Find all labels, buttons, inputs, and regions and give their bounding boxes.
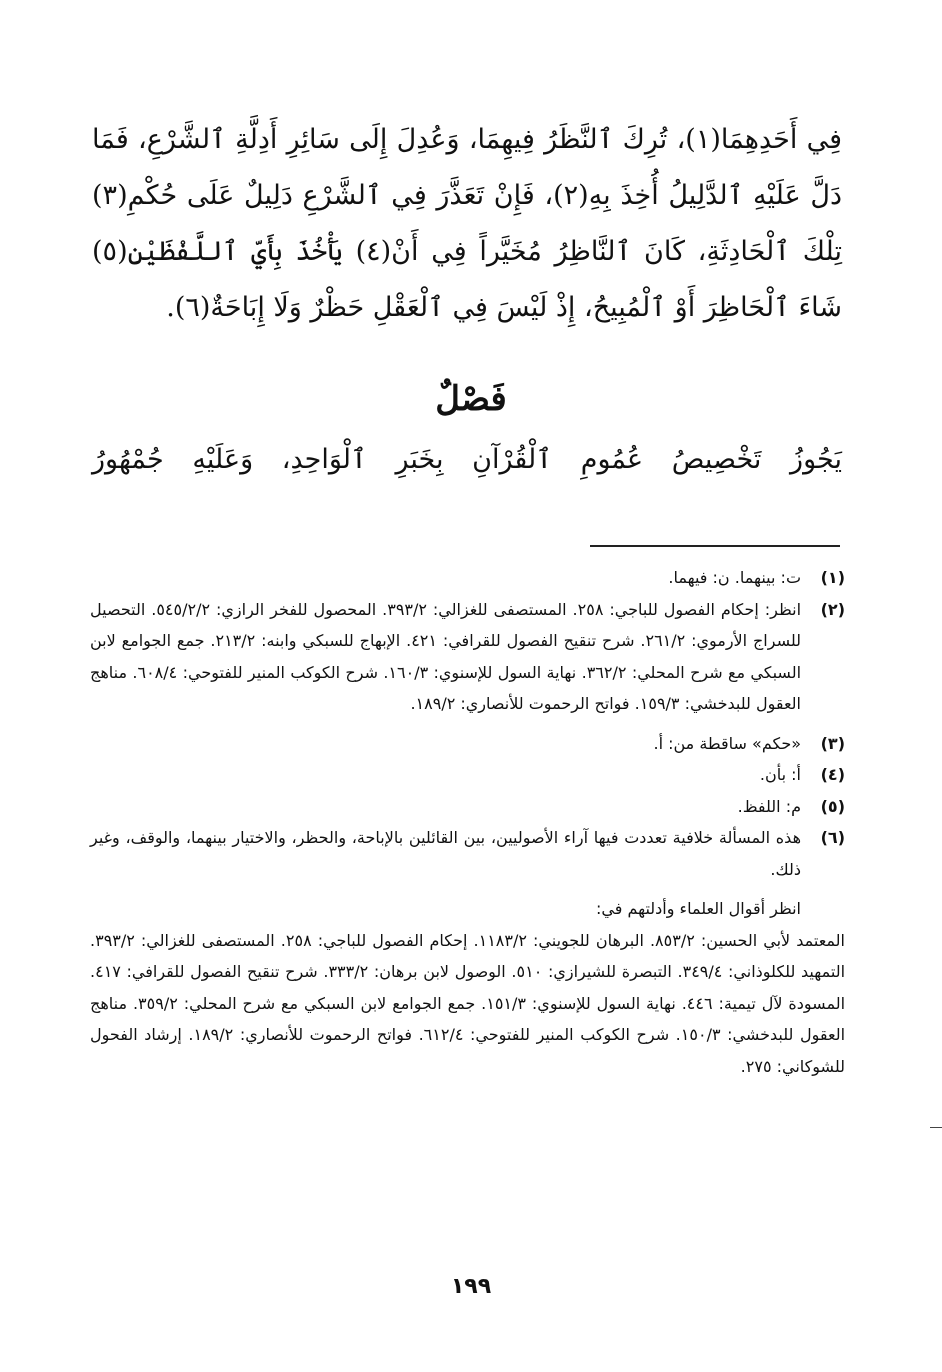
footnote-text: م: اللفظ. bbox=[737, 796, 801, 816]
footnote-text: انظر: إحكام الفصول للباجي: ٢٥٨. المستصفى للغزالي: ٣٩٣/٢. المحصول للفخر الرازي: ٥٤٥/٢/٢. التحصيل للسراج الأرموي: ٢٦١/٢. شرح تنقيح الفصول للقرافي: ٤٢١. الإبهاج للسبكي وابنه: ٢١٣/٢. جمع الجوامع لابن السبكي مع شرح المحلي: ٣٦٢/٢. نهاية السول للإسنوي: ١٦٠/٣. شرح الكوكب المنير للفتوحي: ٦٠٨/٤. مناهج العقول للبدخشي: ١٥٩/٣. فواتح الرحموت للأنصاري: ١٨٩/٢. bbox=[90, 599, 802, 713]
main-text-paragraph: فِي أَحَدِهِمَا(١)، تُرِكَ ٱلنَّظَرُ فِيهِمَا، وَعُدِلَ إِلَى سَائِرِ أَدِلَّةِ ٱلشَّرْعِ، فَمَا دَلَّ عَلَيْهِ ٱلدَّلِيلُ أُخِذَ بِهِ(٢)، فَإِنْ تَعَذَّرَ فِي ٱلشَّرْعِ دَلِيلٌ عَلَى حُكْمِ(٣) تِلْكَ ٱلْحَادِثَةِ، كَانَ ٱلنَّاظِرُ مُخَيَّراً فِي أَنْ(٤) يَأْخُذَ بِأَيِّ ٱللَّفْظَيْنِ(٥) شَاءَ ٱلْحَاظِرَ أَوْ ٱلْمُبِيحُ، إِذْ لَيْسَ فِي ٱلْعَقْلِ حَظْرٌ وَلَا إِبَاحَةٌ(٦). bbox=[92, 124, 843, 323]
margin-mark bbox=[930, 1127, 942, 1128]
footnote-5 bbox=[90, 791, 845, 823]
footnote-4 bbox=[90, 759, 845, 791]
footnote-gap bbox=[90, 885, 801, 893]
footnote-number: (٥) bbox=[820, 796, 845, 816]
footnote-text: «حكم» ساقطة من: أ. bbox=[653, 733, 801, 753]
footnote-6 bbox=[90, 822, 845, 925]
footnote-number: (١) bbox=[820, 568, 845, 587]
footnote-number: (٦) bbox=[820, 828, 845, 847]
footnote-number: (٣) bbox=[820, 733, 845, 753]
footnote-text: ت: بينهما. ن: فيهما. bbox=[668, 568, 801, 587]
footnote-2 bbox=[90, 594, 845, 720]
section-heading: فَصْلٌ bbox=[435, 379, 507, 419]
footnote-1 bbox=[90, 562, 845, 594]
footnote-references-intro: انظر أقوال العلماء وأدلتهم في: bbox=[595, 899, 801, 918]
footnote-text: أ: بأن. bbox=[759, 765, 801, 784]
footnote-references: المعتمد لأبي الحسين: ٨٥٣/٢. البرهان للجويني: ١١٨٣/٢. إحكام الفصول للباجي: ٢٥٨. المستصفى للغزالي: ٣٩٣/٢. التمهيد للكلوذاني: ٣٤٩/٤. التبصرة للشيرازي: ٥١٠. الوصول لابن برهان: ٣٣٣/٢. شرح تنقيح الفصول للقرافي: ٤١٧. المسودة لآل تيمية: ٤٤٦. نهاية السول للإسنوي: ١٥١/٣. جمع الجوامع لابن السبكي مع شرح المحلي: ٣٥٩/٢. مناهج العقول للبدخشي: ١٥٠/٣. شرح الكوكب المنير للفتوحي: ٦١٢/٤. فواتح الرحموت للأنصاري: ١٨٩/٢. إرشاد الفحول للشوكاني: ٢٧٥. bbox=[90, 930, 846, 1076]
footnote-number: (٤) bbox=[820, 765, 845, 784]
footnote-6-body bbox=[90, 822, 801, 925]
page-number: ١٩٩ bbox=[450, 1274, 492, 1299]
footnote-3 bbox=[90, 728, 845, 760]
footnote-text: هذه المسألة خلافية تعددت فيها آراء الأصوليين، بين القائلين بالإباحة، والحظر، والاختيار بينهما، والوقف، وغير ذلك. bbox=[90, 828, 801, 879]
section-text: يَجُوزُ تَخْصِيصُ عُمُومِ ٱلْقُرْآنِ بِخَبَرِ ٱلْوَاحِدِ، وَعَلَيْهِ جُمْهُورُ bbox=[92, 444, 842, 475]
footnote-gap bbox=[90, 720, 845, 728]
footnote-separator bbox=[590, 545, 840, 547]
footnote-number: (٢) bbox=[820, 599, 845, 619]
footnotes-list bbox=[90, 562, 845, 1082]
